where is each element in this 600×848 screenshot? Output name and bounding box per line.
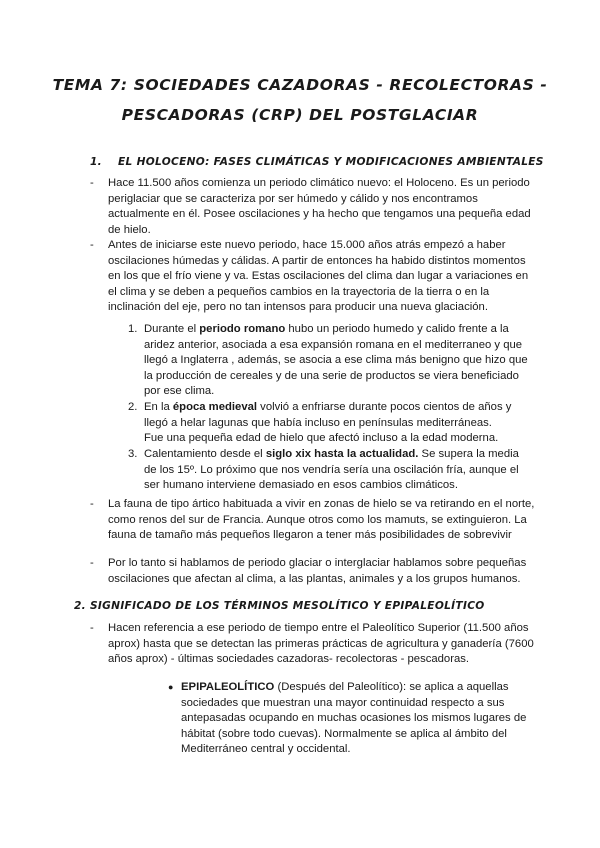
text-line: por ese clima. xyxy=(144,385,215,398)
text-line: Hacen referencia a ese periodo de tiempo entre el Paleolítico Superior (11.500 años xyxy=(108,622,529,634)
text-line: llegó a helar lagunas que había incluso en penínsulas mediterráneas. xyxy=(144,416,492,429)
text-line: de hielo. xyxy=(108,223,151,236)
list-item xyxy=(128,322,528,400)
text-line: inclinación del eje, pero no tan intensos para producir una nueva glaciación. xyxy=(108,301,488,314)
text-line: llegó a Inglaterra , además, se asocia a ese clima más benigno que hizo que xyxy=(144,354,528,367)
section-2-heading: 2. SIGNIFICADO DE LOS TÉRMINOS MESOLÍTICO Y EPIPALEOLÍTICO xyxy=(74,600,485,612)
bullet-marker: ● xyxy=(168,682,174,692)
dash-marker: - xyxy=(90,177,94,189)
text-line: aridez anterior, asociada a esa expansión romana en el mediterraneo y que xyxy=(144,338,523,351)
paragraph xyxy=(90,497,535,544)
text: Durante el xyxy=(144,323,200,335)
text: (Después del Paleolítico): se aplica a aquellas xyxy=(274,681,509,693)
text: Se supera la media xyxy=(418,448,519,460)
paragraph xyxy=(90,238,529,316)
text: Calentamiento desde el xyxy=(144,448,266,460)
text-line: años aprox) - últimas sociedades cazadoras- recolectoras - pescadoras. xyxy=(108,653,470,666)
text-line: como renos del sur de Francia. Aunque otros como los mamuts, se extinguieron. La xyxy=(108,513,527,526)
bold-term: siglo xix hasta la actualidad. xyxy=(265,448,419,460)
text-line: Fue una pequeña edad de hielo que afectó incluso a la edad moderna. xyxy=(144,432,499,445)
text-line: Antes de iniciarse este nuevo periodo, hace 15.000 años atrás empezó a haber xyxy=(108,239,506,251)
text-line: actualmente en él. Posee oscilaciones y ha hecho que tengamos una pequeña edad xyxy=(108,208,531,221)
text-line: antepasadas ocupando en muchas ocasiones los mismos lugares de xyxy=(181,712,527,725)
text-line: oscilaciones que afectan al clima, a las plantas, animales y a los grupos humanos. xyxy=(108,572,521,585)
list-number: 2. xyxy=(128,401,138,413)
text-line: fauna de tamaño más pequeños llegaron a tener más posibilidades de sobrevivir xyxy=(108,529,512,542)
paragraph xyxy=(90,556,527,587)
title-line: TEMA 7: SOCIEDADES CAZADORAS - RECOLECTORAS - xyxy=(52,76,548,94)
text-line: aprox) hasta que se detectan las primeras prácticas de agricultura y ganadería (7600 xyxy=(108,637,534,650)
list-number: 1. xyxy=(128,323,138,335)
dash-marker: - xyxy=(90,498,94,510)
paragraph xyxy=(90,176,531,238)
text-line: Mediterráneo central y occidental. xyxy=(181,743,351,756)
bold-term: periodo romano xyxy=(199,323,286,335)
bold-term: época medieval xyxy=(172,401,258,413)
text-line: periglaciar que se caracteriza por ser húmedo y cálido y nos encontramos xyxy=(108,192,478,205)
text-line: ser humano interviene demasiado en esos cambios climáticos. xyxy=(144,479,458,492)
dash-marker: - xyxy=(90,239,94,251)
list-item xyxy=(128,400,512,447)
text-line: La fauna de tipo ártico habituada a vivir en zonas de hielo se va retirando en el norte, xyxy=(108,498,535,510)
text: volvió a enfriarse durante pocos cientos de años y xyxy=(257,401,512,413)
bold-term: EPIPALEOLÍTICO xyxy=(181,681,275,693)
text-line: Por lo tanto si hablamos de periodo glaciar o interglaciar hablamos sobre pequeñas xyxy=(108,557,527,569)
bullet-item xyxy=(168,680,527,758)
section-1-heading xyxy=(90,156,544,168)
text-line: Hace 11.500 años comienza un periodo climático nuevo: el Holoceno. Es un periodo xyxy=(108,177,530,189)
text: En la xyxy=(144,401,173,413)
title-line: PESCADORAS (CRP) DEL POSTGLACIAR xyxy=(121,106,479,124)
paragraph xyxy=(90,621,534,668)
dash-marker: - xyxy=(90,557,94,569)
text-line: oscilaciones húmedas y cálidas. A partir de entonces ha habido distintos momentos xyxy=(108,254,526,267)
text-line: hábitat (sobre todo cuevas). Normalmente se aplica al ámbito del xyxy=(181,727,507,740)
page-title xyxy=(0,70,600,130)
section-number: 1. xyxy=(90,156,102,168)
list-number: 3. xyxy=(128,448,138,460)
text-line: de los 15º. Lo próximo que nos vendría sería una oscilación fría, aunque el xyxy=(144,463,519,476)
text-line: la producción de cereales y de una serie de productos se viera beneficiado xyxy=(144,369,519,382)
section-title: EL HOLOCENO: FASES CLIMÁTICAS Y MODIFICACIONES AMBIENTALES xyxy=(118,156,544,168)
text-line: sociedades que muestran una mayor continuidad respecto a sus xyxy=(181,696,505,709)
text: hubo un periodo humedo y calido frente a la xyxy=(285,323,509,335)
dash-marker: - xyxy=(90,622,94,634)
text-line: el clima y se deben a pequeños cambios en la trayectoria de la tierra o en la xyxy=(108,285,490,298)
list-item xyxy=(128,447,519,494)
text-line: en los que el frío viene y va. Estas oscilaciones del clima dan lugar a variaciones en xyxy=(108,270,529,283)
